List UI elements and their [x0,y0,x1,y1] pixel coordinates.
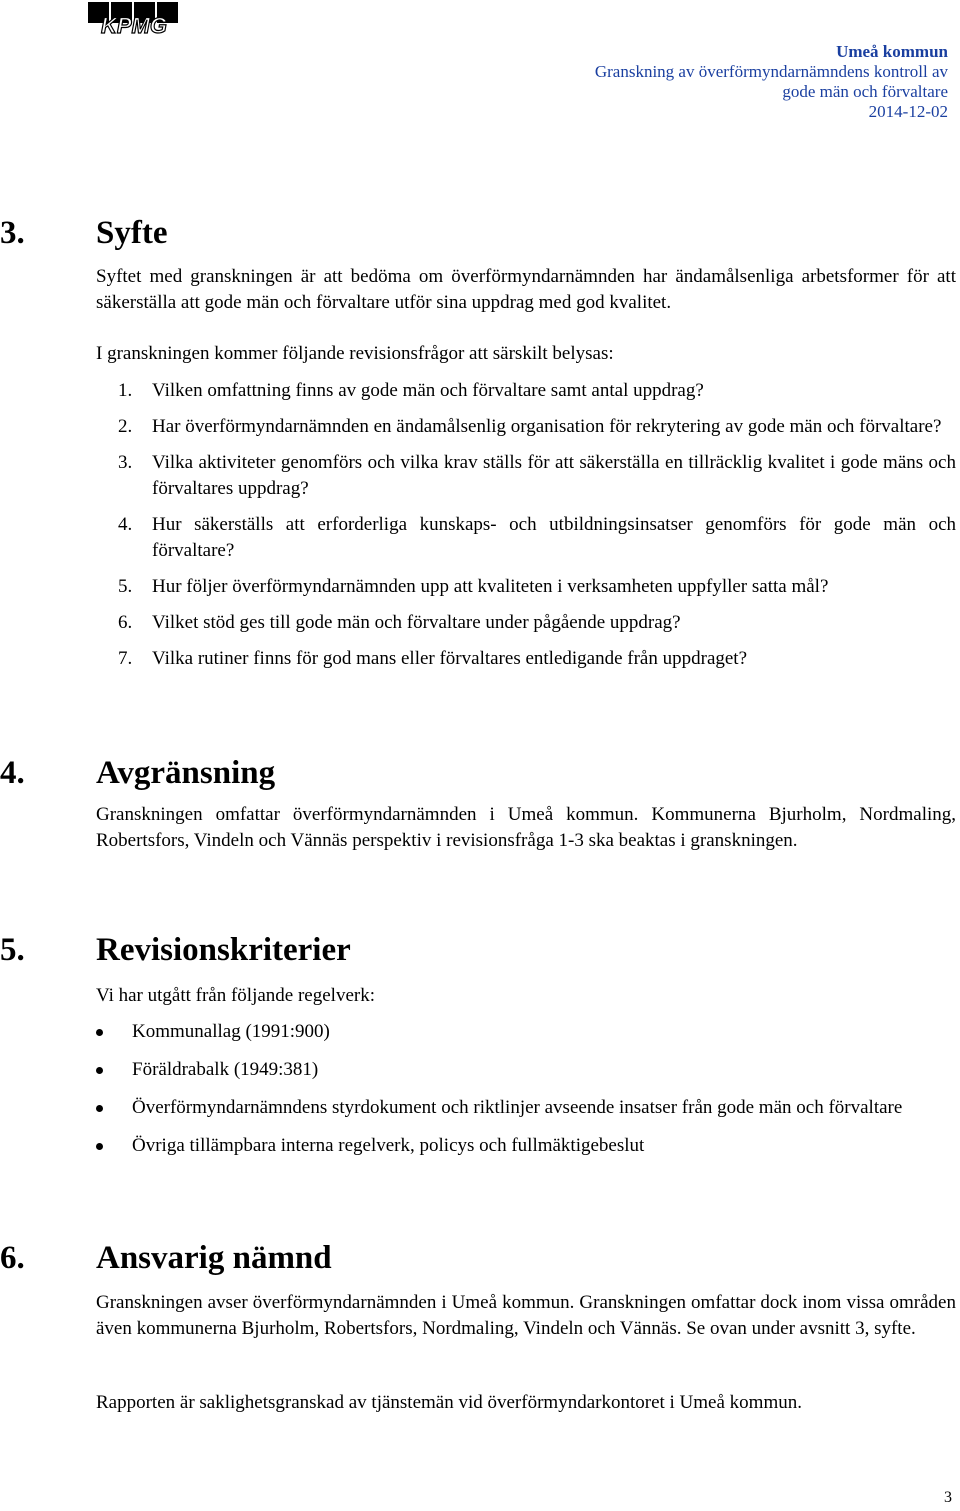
item-number: 5. [118,576,133,597]
paragraph: Rapporten är saklighetsgranskad av tjänstemän vid överförmyndarkontoret i Umeå kommun. [96,1392,802,1413]
header-date: 2014-12-02 [868,102,948,121]
item-number: 6. [118,612,133,633]
paragraph: Granskningen avser överförmyndarnämnden i Umeå kommun. Granskningen omfattar dock inom vissa områden även kommunerna Bjurholm, Robertsfors, Nordmaling, Vindeln och Vännäs. Se ovan under avsnitt 3, syfte. [96,1292,956,1339]
list-item [96,1019,956,1045]
document-header [595,42,948,122]
item-text: Kommunallag (1991:900) [132,1021,330,1042]
list-item [96,1133,956,1159]
paragraph: Vi har utgått från följande regelverk: [96,985,375,1006]
paragraph: I granskningen kommer följande revisionsfrågor att särskilt belysas: [96,343,614,364]
item-text: Vilka aktiviteter genomförs och vilka krav ställs för att säkerställa en tillräcklig kvalitet i gode mäns och förvaltares uppdrag? [152,452,956,499]
list-item [96,1095,956,1121]
bullet-icon [96,1029,103,1036]
item-number: 4. [118,514,133,535]
header-report-title-line1: Granskning av överförmyndarnämndens kontroll av [594,62,948,81]
item-number: 7. [118,648,133,669]
item-text: Övriga tillämpbara interna regelverk, policys och fullmäktigebeslut [132,1135,645,1156]
list-item [96,646,956,672]
item-number: 3. [118,452,133,473]
list-item [96,574,956,600]
paragraph: Syftet med granskningen är att bedöma om överförmyndarnämnden har ändamålsenliga arbetsformer för att säkerställa att gode män och förvaltare utför sina uppdrag med god kvalitet. [96,266,956,313]
section-number: 6. [0,1240,25,1276]
item-text: Hur säkerställs att erforderliga kunskaps- och utbildningsinsatser genomförs för gode män och förvaltare? [152,514,956,561]
list-item [96,512,956,564]
list-item [96,450,956,502]
section-number: 3. [0,215,25,251]
svg-text:KPMG: KPMG [101,13,167,36]
bullet-icon [96,1105,103,1112]
header-organization: Umeå kommun [836,42,948,61]
item-text: Föräldrabalk (1949:381) [132,1059,319,1080]
list-item [96,610,956,636]
list-item [96,414,956,440]
kpmg-logo [88,2,180,36]
paragraph: Granskningen omfattar överförmyndarnämnden i Umeå kommun. Kommunerna Bjurholm, Nordmaling, Robertsfors, Vindeln och Vännäs perspektiv i revisionsfråga 1-3 ska beaktas i granskningen. [96,804,956,851]
section-title: Syfte [96,215,168,251]
question-list [96,378,956,682]
list-item [96,378,956,404]
section-title: Avgränsning [96,755,276,791]
item-text: Vilka rutiner finns för god mans eller förvaltares entledigande från uppdraget? [152,648,748,669]
bullet-icon [96,1143,103,1150]
item-text: Har överförmyndarnämnden en ändamålsenlig organisation för rekrytering av gode män och förvaltare? [152,416,942,437]
bullet-icon [96,1067,103,1074]
section-number: 4. [0,755,25,791]
section-title: Ansvarig nämnd [96,1240,332,1276]
section-title: Revisionskriterier [96,932,351,968]
item-text: Vilket stöd ges till gode män och förvaltare under pågående uppdrag? [152,612,681,633]
item-number: 1. [118,380,133,401]
item-text: Hur följer överförmyndarnämnden upp att kvaliteten i verksamheten uppfyller satta mål? [152,576,829,597]
header-report-title-line2: gode män och förvaltare [782,82,948,101]
item-text: Överförmyndarnämndens styrdokument och riktlinjer avseende insatser från gode män och förvaltare [132,1097,903,1118]
criteria-list [96,1019,956,1159]
item-text: Vilken omfattning finns av gode män och förvaltare samt antal uppdrag? [152,380,704,401]
list-item [96,1057,956,1083]
page-number: 3 [944,1489,952,1506]
section-number: 5. [0,932,25,968]
item-number: 2. [118,416,133,437]
